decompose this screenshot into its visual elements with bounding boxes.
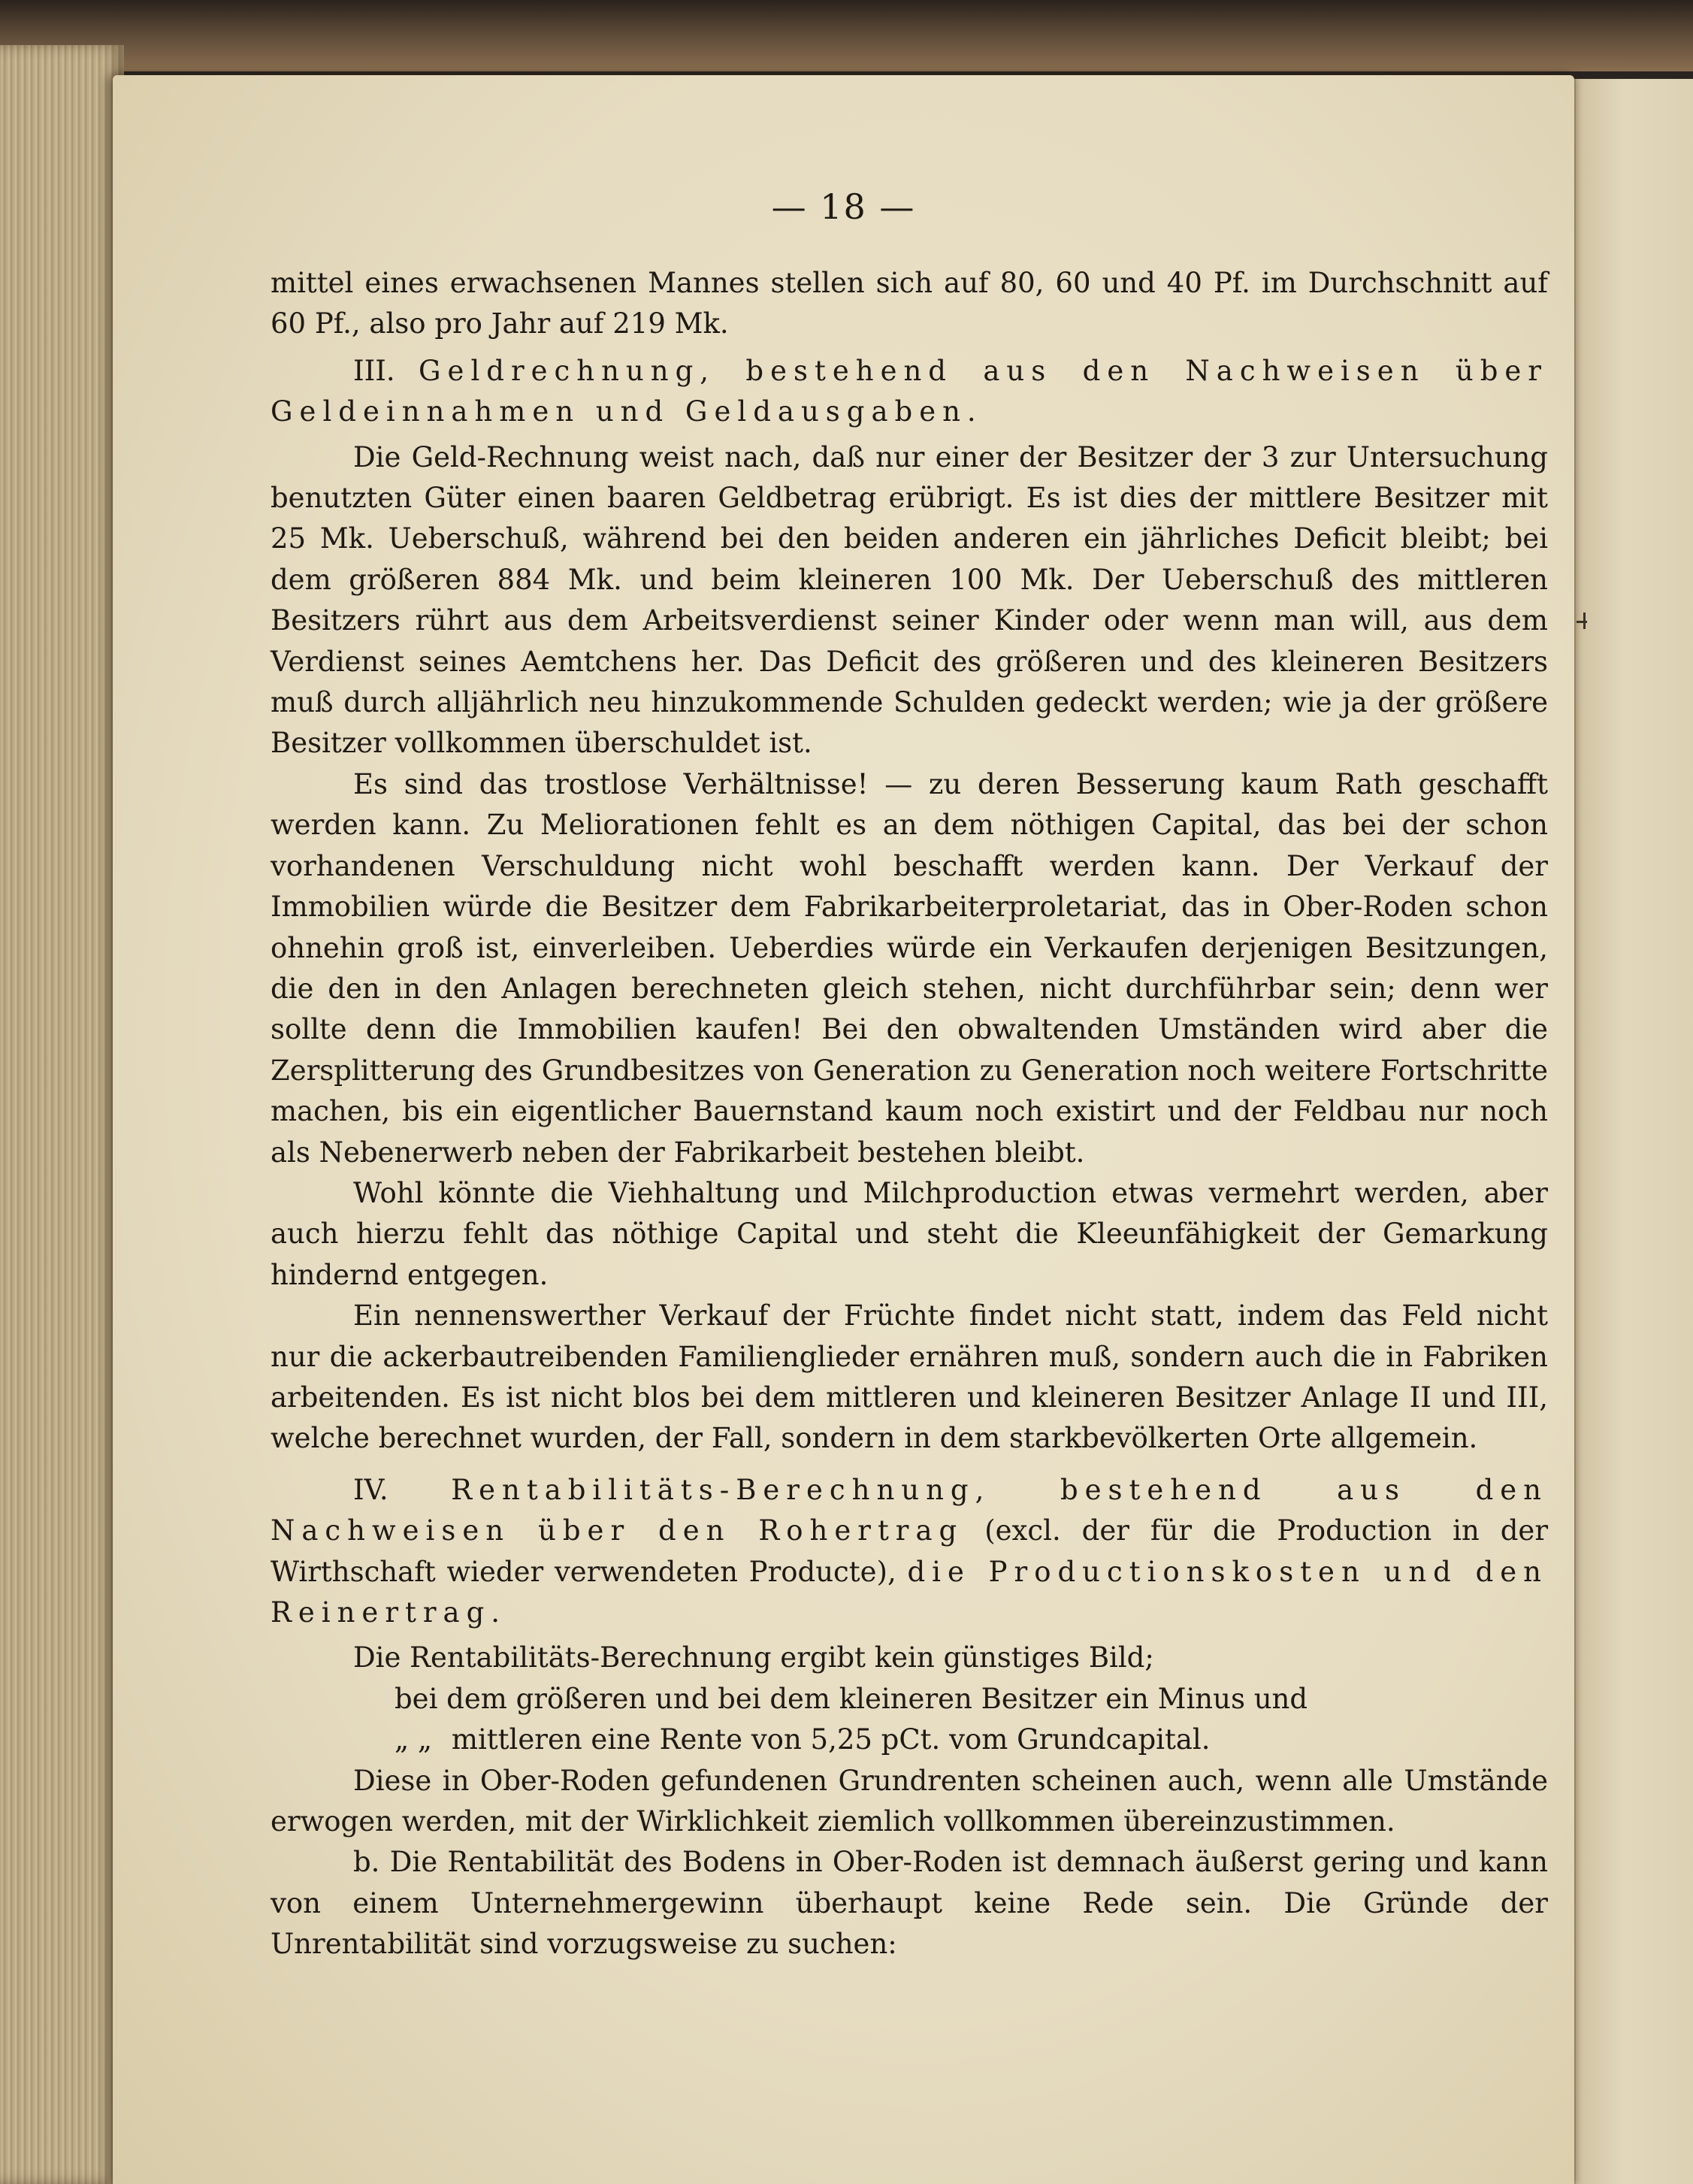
rent-line-1-text: bei dem größeren und bei dem kleineren Besitzer ein Minus und: [395, 1682, 1308, 1715]
section-iii-heading: [271, 351, 1548, 433]
book-top-edge: [0, 0, 1693, 71]
facing-page-edge: [1574, 79, 1693, 2184]
page-body: [271, 263, 1548, 1965]
rent-line-2: [271, 1720, 1548, 1760]
paragraph: Diese in Ober-Roden gefundenen Grundrenten scheinen auch, wenn alle Umstände erwogen werden, mit der Wirklichkeit ziemlich vollkommen übereinzustimmen.: [271, 1764, 1548, 1838]
section-iii-title: Geldrechnung, bestehend aus den Nachweisen über Geldeinnahmen und Geldausgaben.: [271, 354, 1548, 428]
paragraph: b. Die Rentabilität des Bodens in Ober-Roden ist demnach äußerst gering und kann von einem Unternehmergewinn überhaupt keine Rede sein. Die Gründe der Unrentabilität sind vorzugsweise zu suchen:: [271, 1846, 1548, 1961]
paragraph: Die Rentabilitäts-Berechnung ergibt kein günstiges Bild;: [353, 1641, 1154, 1674]
book-page-stack-left: [0, 45, 124, 2184]
section-iv-note: (excl. der für die Production in der Wirthschaft wieder verwendeten Producte),: [271, 1514, 1549, 1588]
ditto-marks: „ „: [395, 1723, 433, 1756]
section-iv-numeral: IV.: [353, 1473, 388, 1506]
section-iv-title-end: die Productionskosten und den Reinertrag.: [271, 1555, 1548, 1629]
paragraph: Ein nennenswerther Verkauf der Früchte findet nicht statt, indem das Feld nicht nur die ackerbautreibenden Familienglieder ernähren muß, sondern auch die in Fabriken arbeitenden. Es ist nicht blos bei dem mittleren und kleineren Besitzer Anlage II und III, welche berechnet wurden, der Fall, sondern in dem starkbevölkerten Orte allgemein.: [271, 1299, 1548, 1455]
section-iii-numeral: III.: [353, 354, 395, 387]
paragraph-continuation: mittel eines erwachsenen Mannes stellen sich auf 80, 60 und 40 Pf. im Durchschnitt auf 60 Pf., also pro Jahr auf 219 Mk.: [271, 267, 1548, 340]
rent-line-2-text: mittleren eine Rente von 5,25 pCt. vom Grundcapital.: [451, 1723, 1211, 1756]
rent-line-1: [271, 1679, 1548, 1720]
margin-mark: [1577, 621, 1587, 623]
section-iv-title: Rentabilitäts-Berechnung, bestehend aus den Nachweisen über den Rohertrag: [271, 1473, 1548, 1547]
paragraph: Die Geld-Rechnung weist nach, daß nur einer der Besitzer der 3 zur Untersuchung benutzten Güter einen baaren Geldbetrag erübrigt. Es ist dies der mittlere Besitzer mit 25 Mk. Ueberschuß, während bei den beiden anderen ein jährliches Deficit bleibt; bei dem größeren 884 Mk. und beim kleineren 100 Mk. Der Ueberschuß des mittleren Besitzers rührt aus dem Arbeitsverdienst seiner Kinder oder wenn man will, aus dem Verdienst seines Aemtchens her. Das Deficit des größeren und des kleineren Besitzers muß durch alljährlich neu hinzukommende Schulden gedeckt werden; wie ja der größere Besitzer vollkommen überschuldet ist.: [271, 440, 1548, 760]
book-page: [113, 75, 1574, 2184]
paragraph: Wohl könnte die Viehhaltung und Milchproduction etwas vermehrt werden, aber auch hierzu fehlt das nöthige Capital und steht die Kleeunfähigkeit der Gemarkung hindernd entgegen.: [271, 1176, 1548, 1291]
page-number: — 18 —: [771, 186, 916, 227]
paragraph: Es sind das trostlose Verhältnisse! — zu deren Besserung kaum Rath geschafft werden kann. Zu Meliorationen fehlt es an dem nöthigen Capital, das bei der schon vorhandenen Verschuldung nicht wohl beschafft werden kann. Der Verkauf der Immobilien würde die Besitzer dem Fabrikarbeiterproletariat, das in Ober-Roden schon ohnehin groß ist, einverleiben. Ueberdies würde ein Verkaufen derjenigen Besitzungen, die den in den Anlagen berechneten gleich stehen, nicht durchführbar sein; denn wer sollte denn die Immobilien kaufen! Bei den obwaltenden Umständen wird aber die Zersplitterung des Grundbesitzes von Generation zu Generation noch weitere Fortschritte machen, bis ein eigentlicher Bauernstand kaum noch existirt und der Feldbau nur noch als Nebenerwerb neben der Fabrikarbeit bestehen bleibt.: [271, 767, 1548, 1169]
section-iv-heading: [271, 1470, 1548, 1634]
